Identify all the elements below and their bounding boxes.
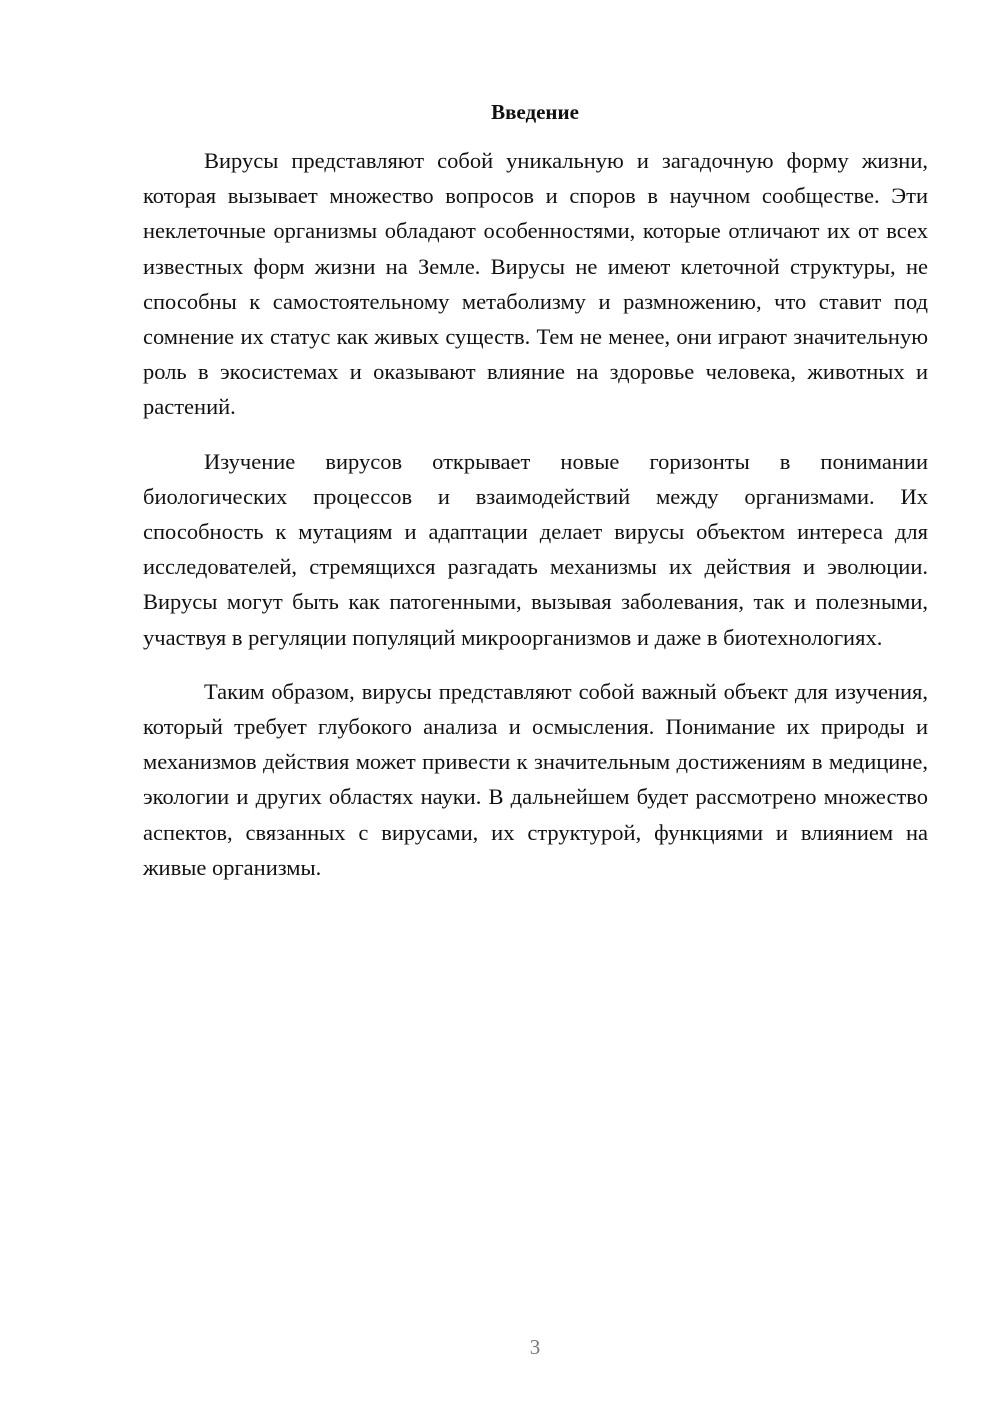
- body-text: [143, 143, 928, 904]
- paragraph-2: Изучение вирусов открывает новые горизонты в понимании биологических процессов и взаимодействий между организмами. Их способность к мутациям и адаптации делает вирусы объектом интереса для исследователей, стремящихся разгадать механизмы их действия и эволюции. Вирусы могут быть как патогенными, вызывая заболевания, так и полезными, участвуя в регуляции популяций микроорганизмов и даже в биотехнологиях.: [143, 448, 928, 650]
- page-number: 3: [529, 1335, 541, 1359]
- section-title: Введение: [491, 100, 579, 124]
- paragraph-1: Вирусы представляют собой уникальную и загадочную форму жизни, которая вызывает множество вопросов и споров в научном сообществе. Эти неклеточные организмы обладают особенностями, которые отличают их от всех известных форм жизни на Земле. Вирусы не имеют клеточной структуры, не способны к самостоятельному метаболизму и размножению, что ставит под сомнение их статус как живых существ. Тем не менее, они играют значительную роль в экосистемах и оказывают влияние на здоровье человека, животных и растений.: [143, 148, 928, 420]
- paragraph-3: Таким образом, вирусы представляют собой важный объект для изучения, который требует глубокого анализа и осмысления. Понимание их природы и механизмов действия может привести к значительным достижениям в медицине, экологии и других областях науки. В дальнейшем будет рассмотрено множество аспектов, связанных с вирусами, их структурой, функциями и влиянием на живые организмы.: [143, 678, 928, 880]
